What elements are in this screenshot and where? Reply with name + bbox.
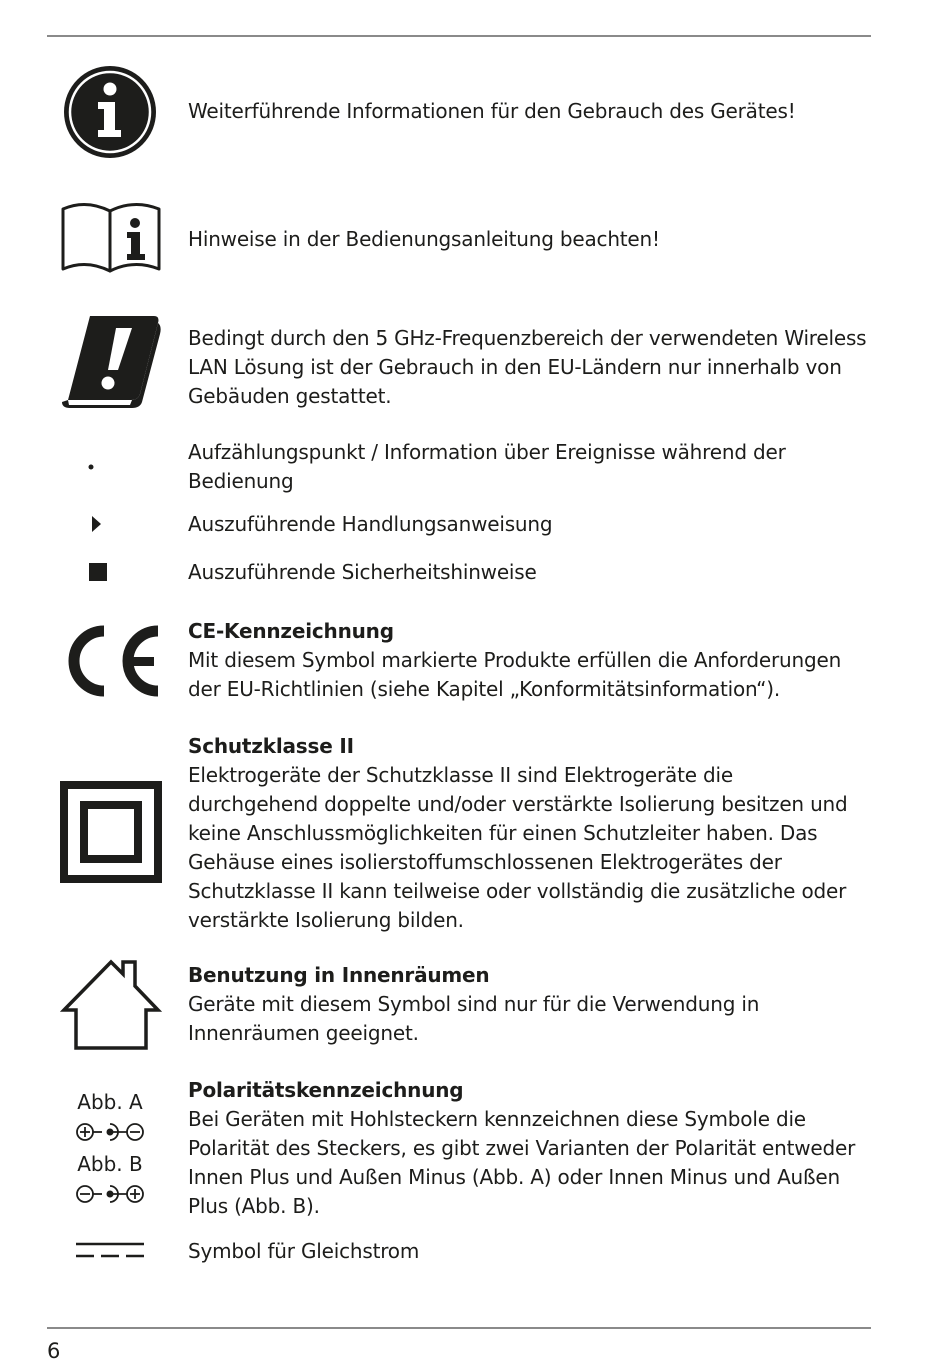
direct-current-icon [76,1240,146,1260]
safety-square-icon [89,563,107,581]
bullet-dot-icon [87,463,95,471]
indoor-text: Geräte mit diesem Symbol sind nur für die Verwendung in Innenräumen geeignet. [188,992,760,1045]
indoor-house-icon [60,958,162,1052]
page-number: 6 [47,1339,61,1363]
manual-text: Hinweise in der Bedienungsanleitung beachten! [188,227,660,251]
class2-block [188,732,868,935]
indoor-block [188,961,868,1048]
warning-manual-icon [60,314,164,410]
protection-class-ii-icon [60,781,162,883]
manual-book-icon [60,201,162,275]
polarity-heading: Polaritätskennzeichnung [188,1078,464,1102]
bullet-text: Aufzählungspunkt / Information über Ereignisse während der Bedienung [188,440,786,493]
class2-text: Elektrogeräte der Schutzklasse II sind Elektrogeräte die durchgehend doppelte und/oder verstärkte Isolierung besitzen und keine Anschlussmöglichkeiten für einen Schutzleiter haben. Das Gehäuse eines isolierstoffumschlossenen Elektrogerätes der Schutzklasse II kann teilweise oder vollständig die zusätzliche oder verstärkte Isolierung bilden. [188,763,848,932]
polarity-label-b: Abb. B [77,1152,143,1176]
top-rule [47,35,871,37]
wlan-text: Bedingt durch den 5 GHz-Frequenzbereich der verwendeten Wireless LAN Lösung ist der Gebrauch in den EU-Ländern nur innerhalb von Gebäuden gestattet. [188,326,867,408]
action-arrow-icon [91,515,103,533]
dc-text: Symbol für Gleichstrom [188,1239,420,1263]
polarity-text: Bei Geräten mit Hohlsteckern kennzeichnen diese Symbole die Polarität des Steckers, es gibt zwei Varianten der Polarität entweder Innen Plus und Außen Minus (Abb. A) oder Innen Minus und Außen Plus (Abb. B). [188,1107,856,1218]
ce-block [188,617,868,704]
polarity-label-a: Abb. A [77,1090,143,1114]
ce-heading: CE-Kennzeichnung [188,619,394,643]
polarity-b-icon [74,1183,146,1205]
polarity-block [188,1076,868,1221]
ce-text: Mit diesem Symbol markierte Produkte erfüllen die Anforderungen der EU-Richtlinien (siehe Kapitel „Konformitätsinformation“). [188,648,842,701]
class2-heading: Schutzklasse II [188,734,354,758]
polarity-a-icon [74,1121,146,1143]
bottom-rule [47,1327,871,1329]
safety-text: Auszuführende Sicherheitshinweise [188,560,537,584]
indoor-heading: Benutzung in Innenräumen [188,963,490,987]
action-text: Auszuführende Handlungsanweisung [188,512,553,536]
info-circle-icon [62,64,158,160]
ce-mark-icon [58,625,164,697]
info-text: Weiterführende Informationen für den Gebrauch des Gerätes! [188,99,796,123]
